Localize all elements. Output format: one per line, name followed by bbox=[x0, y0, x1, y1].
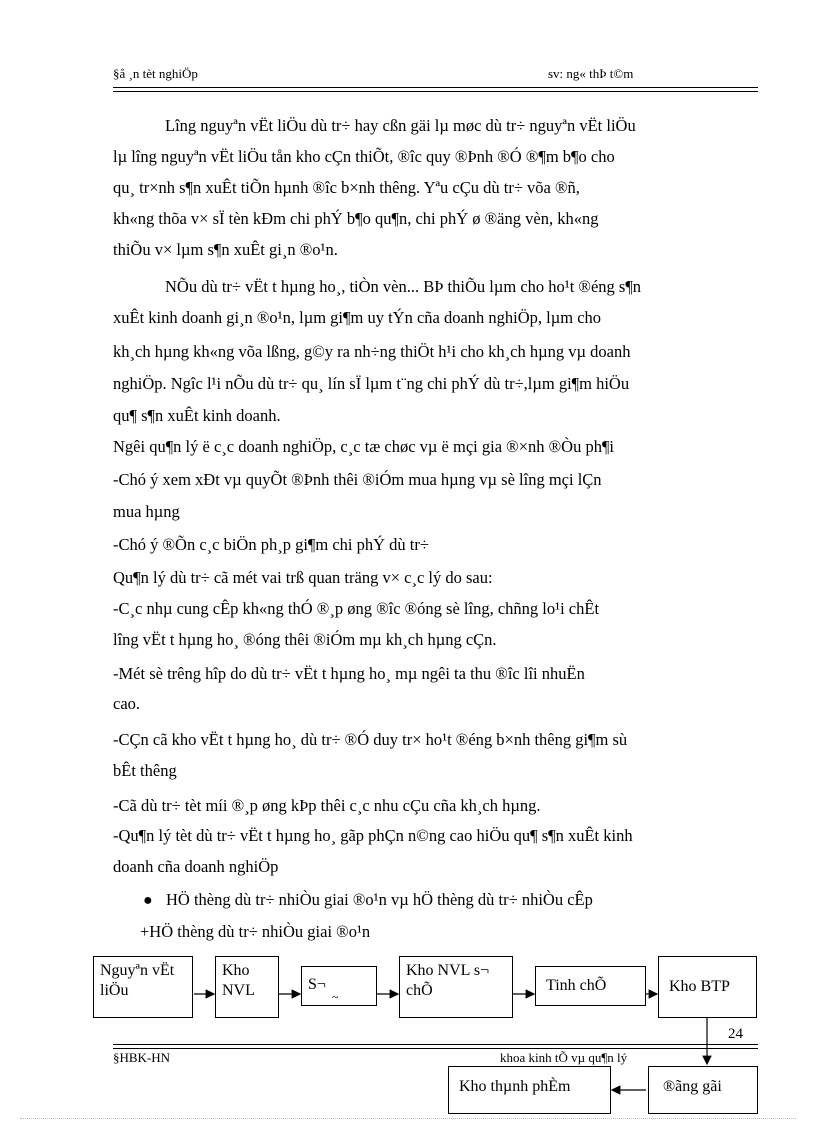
page-number: 24 bbox=[728, 1026, 743, 1042]
text-line: bÊt thêng bbox=[113, 761, 177, 780]
footer-left: §HBK-HN bbox=[113, 1050, 171, 1065]
text-line: qu¸ tr×nh s¶n xuÊt tiÕn hµnh ®îc b×nh thêng. Yªu cÇu dù tr÷ võa ®ñ, bbox=[113, 178, 580, 197]
subheading: +HÖ thèng dù tr÷ nhiÒu giai ®o¹n bbox=[140, 922, 371, 941]
box-kho-btp: Kho BTP bbox=[658, 956, 757, 1018]
box-so bbox=[301, 966, 377, 1006]
box-kho-nvl-so-che: Kho NVL s¬ chÕ bbox=[399, 956, 513, 1018]
bullet-icon: ● bbox=[143, 892, 153, 909]
text-line: -Mét sè trêng hîp do dù tr÷ vËt t hµng ho¸ mµ ngêi ta thu ®îc lîi nhuËn bbox=[113, 664, 585, 683]
text-line: -Qu¶n lý tèt dù tr÷ vËt t hµng ho¸ gãp phÇn n©ng cao hiÖu qu¶ s¶n xuÊt kinh bbox=[113, 826, 633, 845]
text-line: -Cã dù tr÷ tèt míi ®¸p øng kÞp thêi c¸c nhu cÇu cña kh¸ch hµng. bbox=[113, 796, 541, 815]
text-line: -Chó ý xem xÐt vµ quyÕt ®Þnh thêi ®iÓm mua hµng vµ sè lîng mçi lÇn bbox=[113, 470, 602, 489]
header-rule-2 bbox=[113, 91, 758, 92]
box-dong-goi: ®ãng gãi bbox=[648, 1066, 758, 1114]
bullet-text: HÖ thèng dù tr÷ nhiÒu giai ®o¹n vµ hÖ thèng dù tr÷ nhiÒu cÊp bbox=[166, 890, 593, 909]
text-line: kh¸ch hµng kh«ng võa lßng, g©y ra nh÷ng thiÖt h¹i cho kh¸ch hµng vµ doanh bbox=[113, 342, 631, 361]
text-line: cao. bbox=[113, 694, 141, 713]
text-line: -CÇn cã kho vËt t hµng ho¸ dù tr÷ ®Ó duy tr× ho¹t ®éng b×nh thêng gi¶m sù bbox=[113, 730, 628, 749]
text-line: nghiÖp. Ngîc l¹i nÕu dù tr÷ qu¸ lín sÏ lµm t¨ng chi phÝ dù tr÷,lµm gi¶m hiÖu bbox=[113, 374, 630, 393]
text-line: thiÕu v× lµm s¶n xuÊt gi¸n ®o¹n. bbox=[113, 240, 338, 259]
text-line: lµ lîng nguyªn vËt liÖu tån kho cÇn thiÕt, ®îc quy ®Þnh ®Ó ®¶m b¶o cho bbox=[113, 147, 615, 166]
footer-rule-1 bbox=[113, 1044, 758, 1045]
box-nguyen-vat-lieu: Nguyªn vËt liÖu bbox=[93, 956, 193, 1018]
text-line: Ngêi qu¶n lý ë c¸c doanh nghiÖp, c¸c tæ chøc vµ ë mçi gia ®×nh ®Òu ph¶i bbox=[113, 437, 615, 456]
text-line: -C¸c nhµ cung cÊp kh«ng thÓ ®¸p øng ®îc ®óng sè lîng, chñng lo¹i chÊt bbox=[113, 599, 600, 618]
footer-right: khoa kinh tÕ vµ qu¶n lý bbox=[500, 1050, 628, 1065]
text-line: Qu¶n lý dù tr÷ cã mét vai trß quan träng v× c¸c lý do sau: bbox=[113, 568, 493, 587]
header-left: §å ¸n tèt nghiÖp bbox=[113, 66, 198, 81]
text-line: qu¶ s¶n xuÊt kinh doanh. bbox=[113, 406, 281, 425]
text-line: doanh cña doanh nghiÖp bbox=[113, 857, 279, 876]
footer-rule-2 bbox=[113, 1048, 758, 1049]
page-edge-divider bbox=[20, 1118, 796, 1119]
box-so-label: S¬ bbox=[308, 976, 326, 993]
text-line: mua hµng bbox=[113, 502, 180, 521]
text-line: Lîng nguyªn vËt liÖu dù tr÷ hay cßn gäi lµ møc dù tr÷ nguyªn vËt liÖu bbox=[165, 116, 636, 135]
box-tinh-che: Tinh chÕ bbox=[535, 966, 646, 1006]
box-kho-nvl: Kho NVL bbox=[215, 956, 279, 1018]
box-so-mark: ~ bbox=[332, 990, 339, 1004]
text-line: NÕu dù tr÷ vËt t hµng ho¸, tiÒn vèn... BÞ thiÕu lµm cho ho¹t ®éng s¶n bbox=[165, 277, 642, 296]
header-rule-1 bbox=[113, 87, 758, 88]
text-line: kh«ng thõa v× sÏ tèn kÐm chi phÝ b¶o qu¶n, chi phÝ ø ®äng vèn, kh«ng bbox=[113, 209, 599, 228]
text-line: lîng vËt t hµng ho¸ ®óng thêi ®iÓm mµ kh¸ch hµng cÇn. bbox=[113, 630, 497, 649]
box-kho-thanh-pham: Kho thµnh phÈm bbox=[448, 1066, 611, 1114]
text-line: -Chó ý ®Õn c¸c biÖn ph¸p gi¶m chi phÝ dù tr÷ bbox=[113, 535, 429, 554]
text-line: xuÊt kinh doanh gi¸n ®o¹n, lµm gi¶m uy tÝn cña doanh nghiÖp, lµm cho bbox=[113, 308, 602, 327]
header-right: sv: ng« thÞ t©m bbox=[548, 66, 634, 81]
